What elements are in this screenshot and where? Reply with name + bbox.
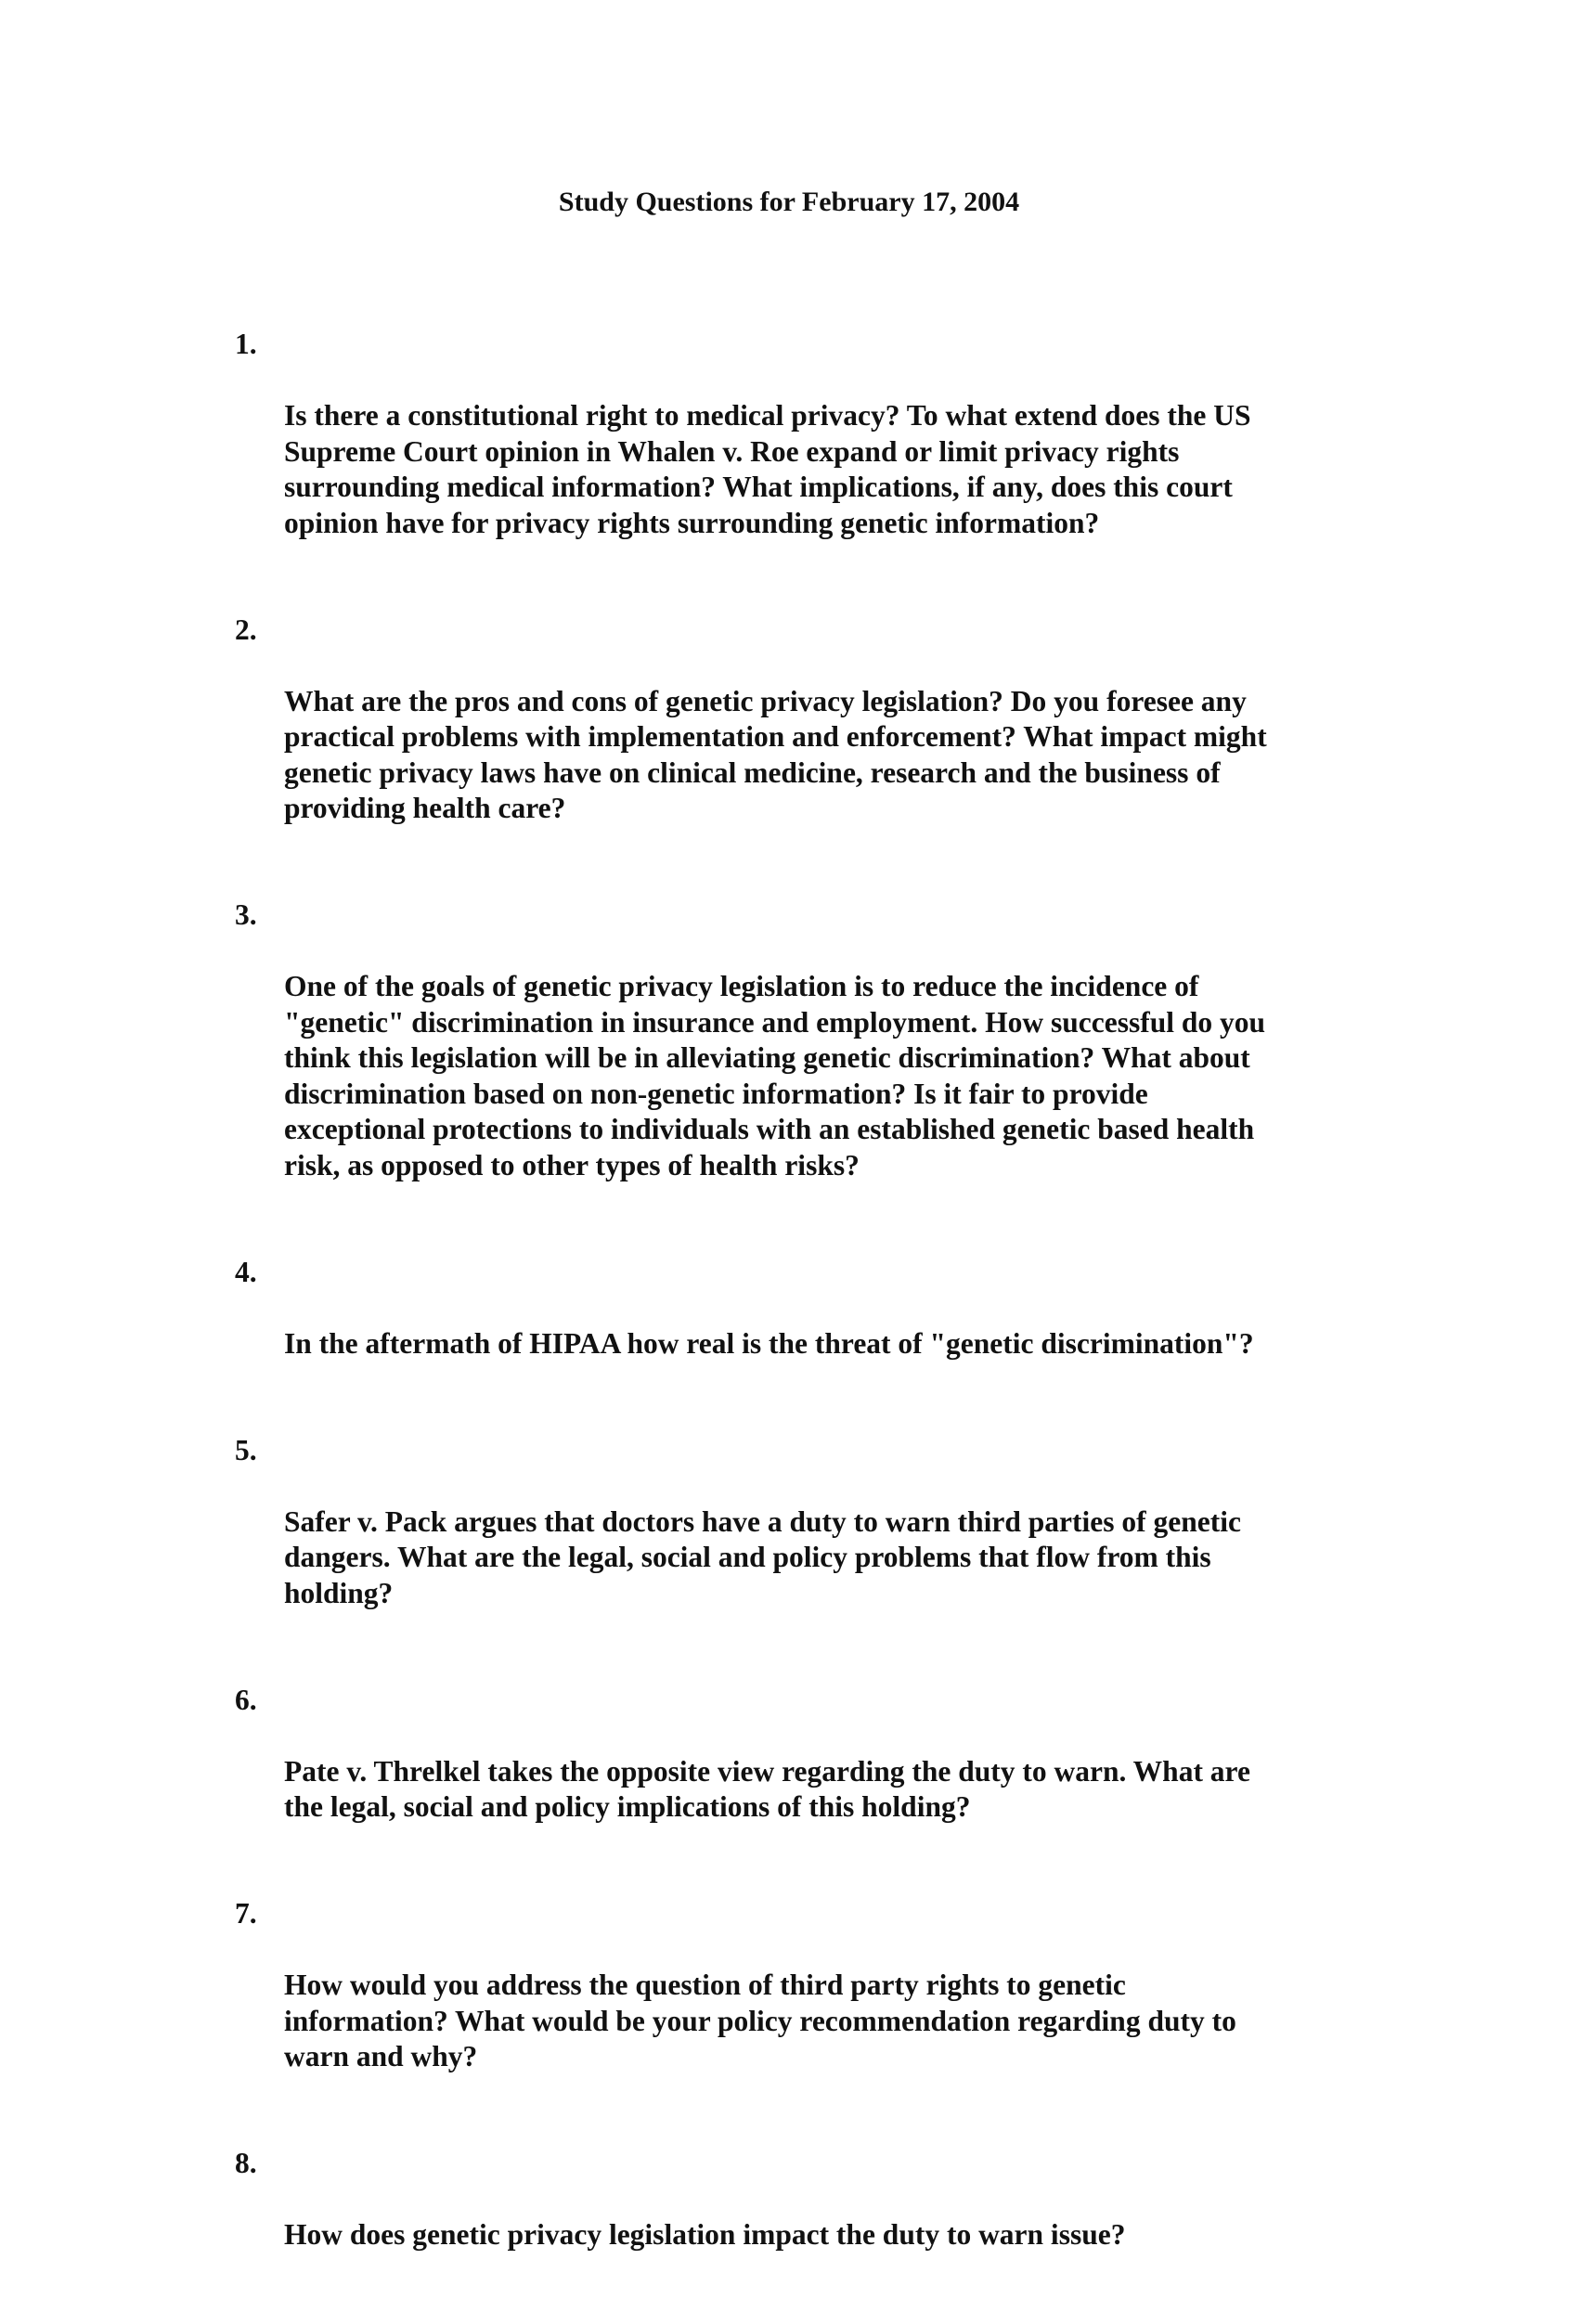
question-text: How would you address the question of third party rights to genetic information? What would be your policy recommendation regarding duty to warn and why? [284, 1969, 1236, 2072]
question-item [235, 1896, 1349, 2111]
question-number: 3. [235, 898, 257, 931]
question-number: 8. [235, 2147, 257, 2179]
question-text: Safer v. Pack argues that doctors have a duty to warn third parties of genetic dangers. What are the legal, social and policy problems that flow from this holding? [284, 1504, 1241, 1609]
question-text: Is there a constitutional right to medical privacy? To what extend does the US Supreme Court opinion in Whalen v. Roe expand or limit privacy rights surrounding medical information? What implications, if any, does this court opinion have for privacy rights surrounding genetic information? [284, 399, 1251, 539]
question-text: How does genetic privacy legislation impact the duty to warn issue? [284, 2218, 1126, 2251]
question-number: 6. [235, 1683, 257, 1716]
page-title: Study Questions for February 17, 2004 [558, 187, 1020, 217]
question-item [235, 1683, 1349, 1862]
question-number: 7. [235, 1897, 257, 1930]
question-list [235, 327, 1349, 2324]
question-item [235, 897, 1349, 1220]
question-number: 1. [235, 328, 257, 360]
question-item [235, 613, 1349, 863]
question-text: In the aftermath of HIPAA how real is the threat of "genetic discrimination"? [284, 1326, 1254, 1360]
question-text: One of the goals of genetic privacy legislation is to reduce the incidence of "genetic" discrimination in insurance and employment. How successful do you think this legislation will be in alleviating genetic discrimination? What about discrimination based on non-genetic information? Is it fair to provide exceptional protections to individuals with an established genetic based health risk, as opposed to other types of health risks? [284, 970, 1266, 1181]
question-number: 4. [235, 1255, 257, 1288]
question-item [235, 2146, 1349, 2289]
question-number: 2. [235, 613, 257, 646]
question-number: 5. [235, 1433, 257, 1466]
question-item [235, 327, 1349, 577]
question-item [235, 1433, 1349, 1647]
question-text: What are the pros and cons of genetic privacy legislation? Do you foresee any practical problems with implementation and enforcement? What impact might genetic privacy laws have on clinical medicine, research and the business of providing health care? [284, 684, 1267, 824]
question-item [235, 1255, 1349, 1398]
question-text: Pate v. Threlkel takes the opposite view regarding the duty to warn. What are the legal, social and policy implications of this holding? [284, 1754, 1250, 1823]
